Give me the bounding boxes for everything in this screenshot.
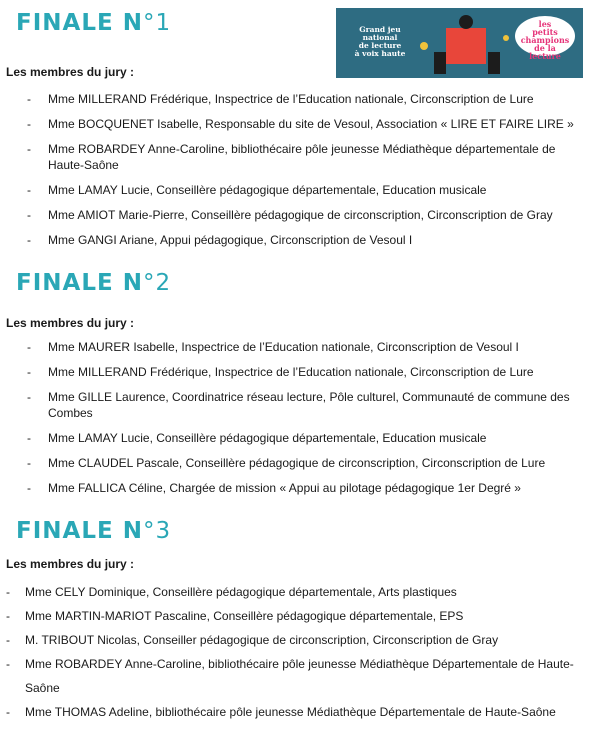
champions-logo: les petits champions de la lecture	[515, 16, 575, 56]
jury-list-finale-3	[0, 580, 594, 724]
list-item: - Mme ROBARDEY Anne-Caroline, bibliothécaire pôle jeunesse Médiathèque Départementale de Haute-Saône	[6, 657, 574, 695]
list-item: - Mme MILLERAND Frédérique, Inspectrice de l’Education nationale, Circonscription de Lure	[27, 365, 534, 379]
list-item: - Mme BOCQUENET Isabelle, Responsable du site de Vesoul, Association « LIRE ET FAIRE LIRE »	[27, 117, 574, 131]
list-item: - Mme CLAUDEL Pascale, Conseillère pédagogique de circonscription, Circonscription de Lure	[27, 456, 546, 470]
list-item: - Mme GANGI Ariane, Appui pédagogique, Circonscription de Vesoul I	[27, 233, 413, 247]
section-title-finale-1: FINALE N°1	[16, 10, 172, 36]
banner-tagline: Grand jeu national de lecture à voix haute	[354, 25, 406, 58]
list-item: - Mme GILLE Laurence, Coordinatrice réseau lecture, Pôle culturel, Communauté de commune des Combes	[27, 390, 570, 420]
section-title-finale-2: FINALE N°2	[16, 270, 172, 296]
list-item: - Mme FALLICA Céline, Chargée de mission « Appui au pilotage pédagogique 1er Degré »	[27, 481, 521, 495]
list-item: - Mme ROBARDEY Anne-Caroline, bibliothécaire pôle jeunesse Médiathèque départementale de Haute-Saône	[27, 142, 556, 172]
list-item: - Mme MILLERAND Frédérique, Inspectrice de l’Education nationale, Circonscription de Lure	[27, 92, 534, 106]
jury-label: Les membres du jury :	[6, 316, 135, 330]
section-title-finale-3: FINALE N°3	[16, 518, 172, 544]
list-item: - Mme CELY Dominique, Conseillère pédagogique départementale, Arts plastiques	[6, 585, 457, 599]
list-item: - Mme MAURER Isabelle, Inspectrice de l’Education nationale, Circonscription de Vesoul I	[27, 340, 519, 354]
list-item: - Mme THOMAS Adeline, bibliothécaire pôle jeunesse Médiathèque Départementale de Haute-Saône	[6, 705, 556, 719]
jury-label: Les membres du jury :	[6, 557, 135, 571]
jury-label: Les membres du jury :	[6, 65, 135, 79]
jury-list-finale-2	[0, 339, 580, 496]
list-item: - M. TRIBOUT Nicolas, Conseiller pédagogique de circonscription, Circonscription de Gray	[6, 633, 499, 647]
list-item: - Mme LAMAY Lucie, Conseillère pédagogique départementale, Education musicale	[27, 431, 487, 445]
list-item: - Mme MARTIN-MARIOT Pascaline, Conseillère pédagogique départementale, EPS	[6, 609, 464, 623]
banner-image	[336, 8, 583, 78]
jury-list-finale-1	[0, 91, 580, 248]
list-item: - Mme LAMAY Lucie, Conseillère pédagogique départementale, Education musicale	[27, 183, 487, 197]
list-item: - Mme AMIOT Marie-Pierre, Conseillère pédagogique de circonscription, Circonscription de Gray	[27, 208, 553, 222]
